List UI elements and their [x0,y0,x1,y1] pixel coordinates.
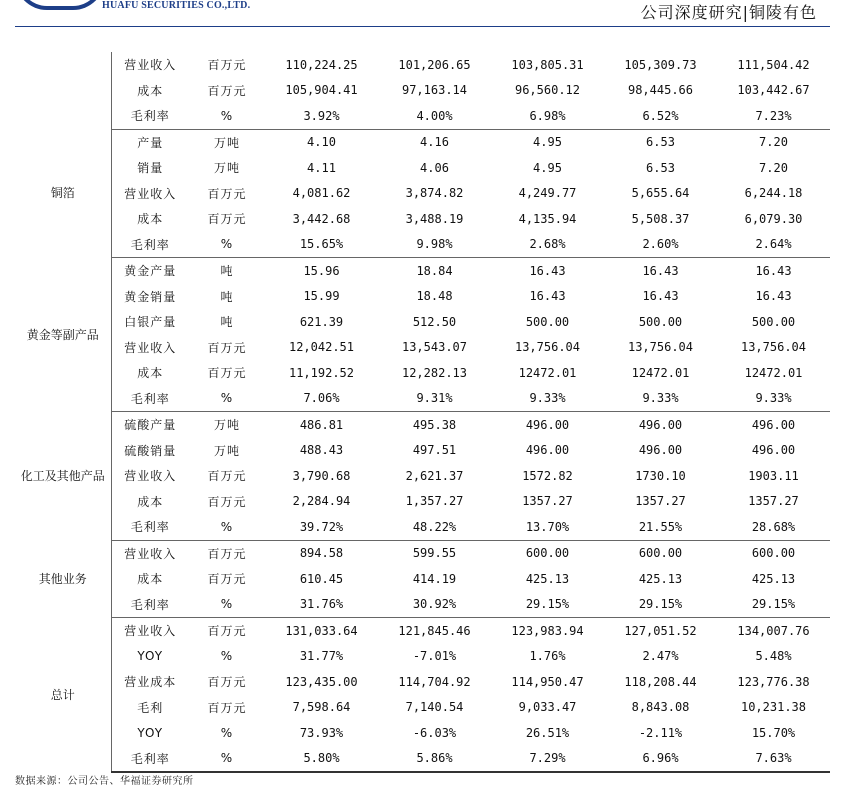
table-row [15,412,830,438]
metric-name-cell: 营业收入 [124,58,177,73]
metric-name-cell: 毛利率 [111,103,189,129]
metric-name-cell: 毛利 [137,700,164,715]
value-cell: 16.43 [755,263,792,278]
value-cell: 496.00 [751,417,796,432]
value-cell: 2,621.37 [405,468,464,483]
forecast-table-container [15,52,830,773]
value-cell: 123,983.94 [511,623,584,638]
value-cell: 118,208.44 [624,674,697,689]
value-cell: 8,843.08 [631,700,690,715]
value-cell: 101,206.65 [398,57,471,72]
value-cell: 123,776.38 [737,674,810,689]
value-cell: 16.43 [529,263,566,278]
value-cell: 10,231.38 [740,700,807,715]
value-cell: 2.68% [491,232,604,258]
value-cell: 496.00 [638,443,683,458]
value-cell: 7.63% [717,746,830,773]
value-cell: 16.43 [642,263,679,278]
value-cell: 9.33% [491,386,604,412]
value-cell: 73.93% [299,725,344,740]
value-cell: 4.00% [378,103,491,129]
value-cell: 496.00 [638,417,683,432]
unit-cell: % [189,232,265,258]
unit-cell: % [189,386,265,412]
value-cell: 497.51 [412,443,457,458]
value-cell: 96,560.12 [514,83,581,98]
value-cell: 7.29% [491,746,604,773]
value-cell: 30.92% [378,592,491,618]
value-cell: 29.15% [491,592,604,618]
unit-cell: 百万元 [207,83,247,98]
value-cell: 4,249.77 [518,186,577,201]
unit-cell: 百万元 [207,675,247,690]
segment-category-cell: 化工及其他产品 [15,412,111,541]
value-cell: 1357.27 [748,494,799,509]
metric-name-cell: 成本 [137,83,164,98]
value-cell: 495.38 [412,417,457,432]
metric-name-cell: 硫酸产量 [124,418,177,433]
value-cell: 114,950.47 [511,674,584,689]
value-cell: 600.00 [751,546,796,561]
value-cell: 9.33% [604,386,717,412]
metric-name-cell: 成本 [137,572,164,587]
value-cell: 6.96% [604,746,717,773]
table-row [15,669,830,695]
segment-category-cell: 其他业务 [15,540,111,618]
table-row [15,360,830,386]
value-cell: 2.60% [604,232,717,258]
value-cell: 105,904.41 [285,83,358,98]
unit-cell: 吨 [220,315,234,330]
unit-cell: 吨 [220,264,234,279]
value-cell: 3,442.68 [292,211,351,226]
metric-name-cell: 营业收入 [124,340,177,355]
unit-cell: 百万元 [207,366,247,381]
metric-name-cell: 成本 [137,494,164,509]
value-cell: 2.64% [717,232,830,258]
unit-cell: 百万元 [207,58,247,73]
value-cell: 7.23% [717,103,830,129]
table-row [15,206,830,232]
value-cell: 488.43 [299,443,344,458]
metric-name-cell: 毛利率 [111,746,189,773]
value-cell: 121,845.46 [398,623,471,638]
value-cell: 425.13 [638,571,683,586]
value-cell: 4.16 [420,135,449,150]
unit-cell: 百万元 [207,572,247,587]
report-header [0,0,865,40]
value-cell: 103,805.31 [511,57,584,72]
value-cell: 13,756.04 [740,340,807,355]
table-row [15,309,830,335]
value-cell: 103,442.67 [737,83,810,98]
value-cell: 48.22% [378,514,491,540]
unit-cell: 万吨 [213,135,240,150]
table-row [15,644,830,670]
value-cell: 31.77% [299,649,344,664]
value-cell: 4.10 [307,135,336,150]
unit-cell: % [220,725,234,740]
value-cell: 16.43 [642,289,679,304]
value-cell: 7.20 [759,135,788,150]
unit-cell: 万吨 [213,161,240,176]
value-cell: 414.19 [412,571,457,586]
value-cell: 29.15% [717,592,830,618]
segment-category-cell: 铜箔 [15,129,111,258]
value-cell: 12,042.51 [288,340,355,355]
value-cell: 3,488.19 [405,211,464,226]
value-cell: 610.45 [299,571,344,586]
value-cell: 1.76% [529,649,566,664]
table-row [15,52,830,78]
value-cell: 12472.01 [518,365,577,380]
metric-name-cell: 成本 [137,212,164,227]
unit-cell: 百万元 [207,469,247,484]
value-cell: 4.06 [420,160,449,175]
value-cell: 894.58 [299,546,344,561]
unit-cell: % [189,746,265,773]
table-row [15,592,830,618]
unit-cell: 吨 [220,289,234,304]
value-cell: 7,140.54 [405,700,464,715]
value-cell: 131,033.64 [285,623,358,638]
unit-cell: % [220,649,234,664]
value-cell: 6.53 [646,135,675,150]
value-cell: 134,007.76 [737,623,810,638]
value-cell: 13,543.07 [401,340,468,355]
value-cell: 123,435.00 [285,674,358,689]
table-row [15,514,830,540]
value-cell: 1357.27 [635,494,686,509]
value-cell: 11,192.52 [288,365,355,380]
table-row [15,438,830,464]
unit-cell: 百万元 [207,212,247,227]
unit-cell: % [189,514,265,540]
value-cell: 3.92% [265,103,378,129]
value-cell: 5.48% [755,649,792,664]
table-row [15,695,830,721]
value-cell: 13.70% [491,514,604,540]
source-footnote: 数据来源：公司公告、华福证券研究所 [15,776,194,787]
value-cell: 1357.27 [522,494,573,509]
value-cell: 1572.82 [522,468,573,483]
value-cell: 9,033.47 [518,700,577,715]
value-cell: 31.76% [265,592,378,618]
value-cell: 18.84 [416,263,453,278]
value-cell: 5.80% [265,746,378,773]
value-cell: 110,224.25 [285,57,358,72]
value-cell: 500.00 [525,314,570,329]
table-row [15,284,830,310]
value-cell: 496.00 [525,417,570,432]
metric-name-cell: 产量 [137,135,164,150]
value-cell: 13,756.04 [627,340,694,355]
table-row [15,129,830,155]
table-row [15,103,830,129]
value-cell: 26.51% [525,725,570,740]
value-cell: 1730.10 [635,468,686,483]
value-cell: 39.72% [265,514,378,540]
table-row [15,720,830,746]
value-cell: 16.43 [529,289,566,304]
unit-cell: 百万元 [207,494,247,509]
value-cell: -6.03% [412,725,457,740]
metric-name-cell: 营业收入 [124,469,177,484]
value-cell: 97,163.14 [401,83,468,98]
table-row [15,746,830,773]
value-cell: -2.11% [638,725,683,740]
table-row [15,155,830,181]
value-cell: 18.48 [416,289,453,304]
value-cell: 3,790.68 [292,468,351,483]
metric-name-cell: 黄金产量 [124,264,177,279]
segment-category-cell [15,52,111,129]
value-cell: 4.95 [533,160,562,175]
value-cell: 15.65% [265,232,378,258]
metric-name-cell: 营业收入 [124,546,177,561]
unit-cell: 百万元 [207,700,247,715]
metric-name-cell: 营业收入 [124,186,177,201]
metric-name-cell: 成本 [137,366,164,381]
value-cell: 2,284.94 [292,494,351,509]
value-cell: 6,079.30 [744,211,803,226]
value-cell: 12472.01 [631,365,690,380]
value-cell: 15.96 [303,263,340,278]
value-cell: 6.98% [491,103,604,129]
value-cell: 512.50 [412,314,457,329]
value-cell: 4,135.94 [518,211,577,226]
value-cell: 15.70% [751,725,796,740]
value-cell: 7.20 [759,160,788,175]
metric-name-cell: YOY [137,725,164,740]
value-cell: 21.55% [604,514,717,540]
value-cell: 500.00 [751,314,796,329]
table-row [15,181,830,207]
value-cell: 5,508.37 [631,211,690,226]
value-cell: 12472.01 [744,365,803,380]
metric-name-cell: YOY [137,649,164,664]
metric-name-cell: 硫酸销量 [124,443,177,458]
value-cell: 599.55 [412,546,457,561]
table-row [15,489,830,515]
value-cell: 9.98% [378,232,491,258]
value-cell: 496.00 [525,443,570,458]
value-cell: 12,282.13 [401,365,468,380]
value-cell: 6.53 [646,160,675,175]
metric-name-cell: 销量 [137,161,164,176]
value-cell: 15.99 [303,289,340,304]
value-cell: 7,598.64 [292,700,351,715]
table-row [15,386,830,412]
unit-cell: 百万元 [207,624,247,639]
value-cell: 6.52% [604,103,717,129]
metric-name-cell: 营业成本 [124,675,177,690]
value-cell: -7.01% [412,649,457,664]
unit-cell: 百万元 [207,340,247,355]
table-row [15,232,830,258]
value-cell: 486.81 [299,417,344,432]
metric-name-cell: 营业收入 [124,624,177,639]
unit-cell: % [189,103,265,129]
table-row [15,566,830,592]
unit-cell: % [189,592,265,618]
table-row [15,463,830,489]
unit-cell: 万吨 [213,418,240,433]
value-cell: 1,357.27 [405,494,464,509]
report-title: 公司深度研究|铜陵有色 [640,3,817,22]
value-cell: 9.31% [378,386,491,412]
value-cell: 4.11 [307,160,336,175]
value-cell: 29.15% [604,592,717,618]
table-row [15,258,830,284]
value-cell: 98,445.66 [627,83,694,98]
value-cell: 7.06% [265,386,378,412]
metric-name-cell: 黄金销量 [124,289,177,304]
metric-name-cell: 毛利率 [111,514,189,540]
value-cell: 4,081.62 [292,186,351,201]
segment-category-cell: 黄金等副产品 [15,258,111,412]
segment-forecast-table [15,52,830,773]
table-row [15,540,830,566]
value-cell: 114,704.92 [398,674,471,689]
segment-category-cell: 总计 [15,618,111,773]
value-cell: 500.00 [638,314,683,329]
value-cell: 127,051.52 [624,623,697,638]
company-name-en: HUAFU SECURITIES CO.,LTD. [102,0,251,11]
value-cell: 425.13 [751,571,796,586]
metric-name-cell: 毛利率 [111,232,189,258]
value-cell: 621.39 [299,314,344,329]
table-row [15,78,830,104]
value-cell: 2.47% [642,649,679,664]
table-body [15,52,830,772]
value-cell: 111,504.42 [737,57,810,72]
value-cell: 4.95 [533,135,562,150]
value-cell: 5.86% [378,746,491,773]
value-cell: 5,655.64 [631,186,690,201]
value-cell: 3,874.82 [405,186,464,201]
value-cell: 28.68% [717,514,830,540]
value-cell: 6,244.18 [744,186,803,201]
value-cell: 16.43 [755,289,792,304]
huafu-logo-icon [15,0,105,10]
metric-name-cell: 毛利率 [111,386,189,412]
unit-cell: 万吨 [213,443,240,458]
unit-cell: 百万元 [207,186,247,201]
value-cell: 600.00 [638,546,683,561]
value-cell: 425.13 [525,571,570,586]
value-cell: 13,756.04 [514,340,581,355]
metric-name-cell: 白银产量 [124,315,177,330]
unit-cell: 百万元 [207,546,247,561]
value-cell: 9.33% [717,386,830,412]
value-cell: 105,309.73 [624,57,697,72]
value-cell: 600.00 [525,546,570,561]
value-cell: 1903.11 [748,468,799,483]
header-divider [15,26,830,27]
table-row [15,335,830,361]
value-cell: 496.00 [751,443,796,458]
table-row [15,618,830,644]
metric-name-cell: 毛利率 [111,592,189,618]
